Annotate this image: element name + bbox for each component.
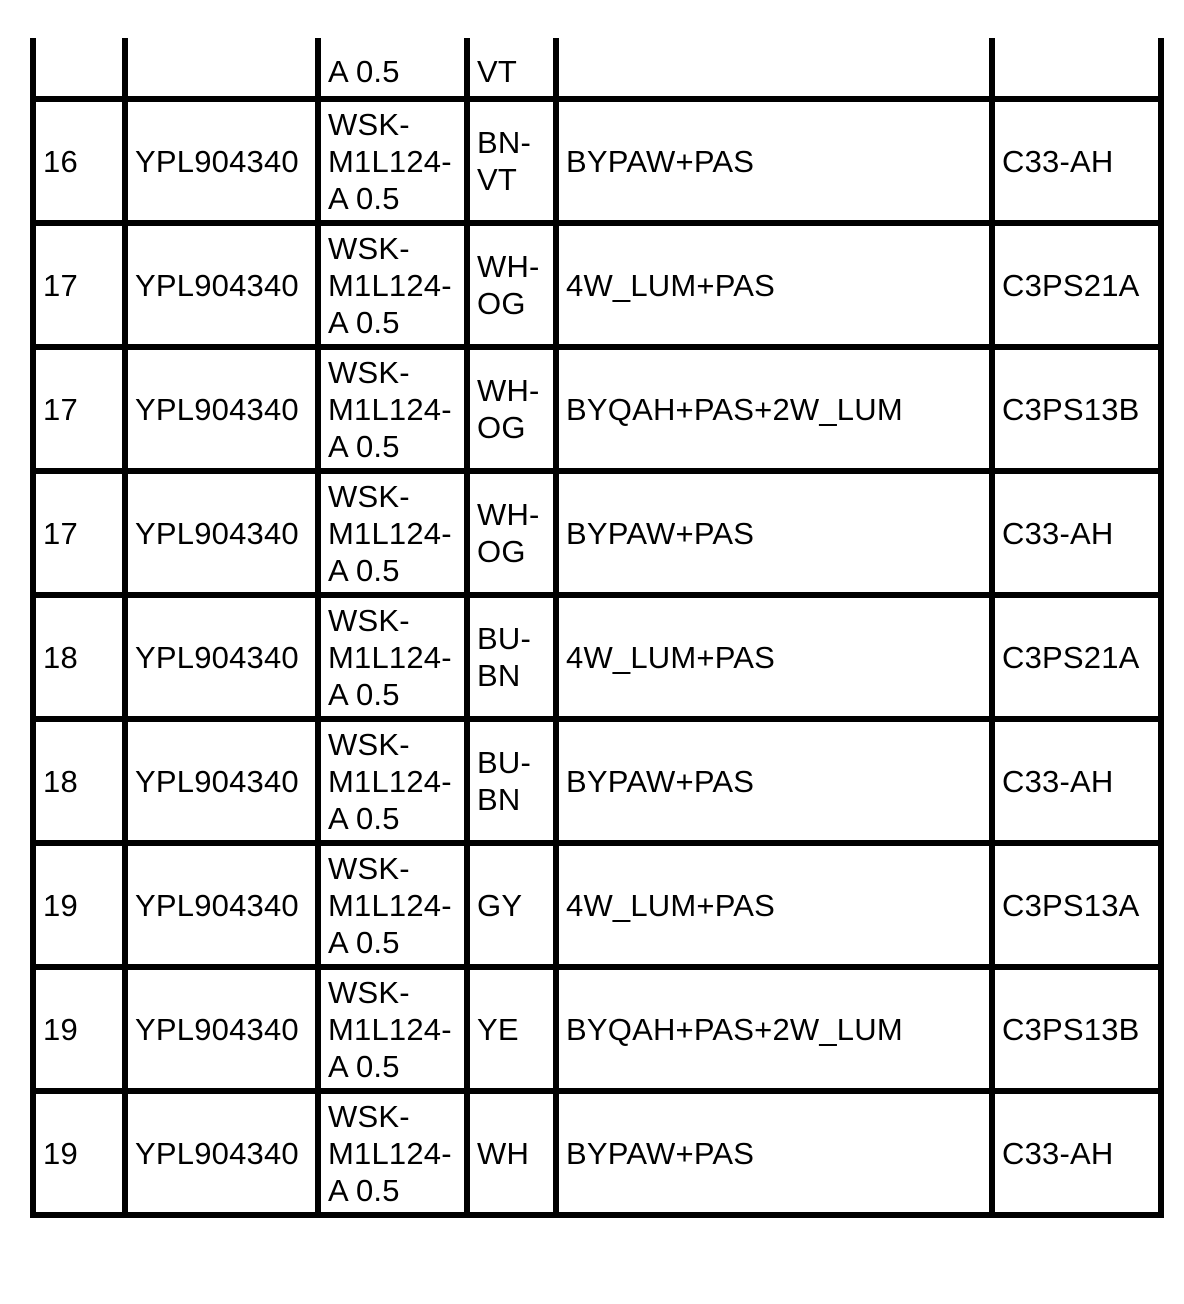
wire-color-cell xyxy=(467,1091,556,1215)
wire-size-cell xyxy=(318,38,467,99)
wire-size-cell-line: WSK- xyxy=(328,106,410,142)
wire-size-cell-line: A 0.5 xyxy=(328,800,400,836)
circuit-cell: BYQAH+PAS+2W_LUM xyxy=(556,347,992,471)
wire-size-cell xyxy=(318,719,467,843)
wire-size-cell xyxy=(318,843,467,967)
part-number-cell: YPL904340 xyxy=(125,223,318,347)
table-row xyxy=(33,719,1161,843)
table-row xyxy=(33,347,1161,471)
circuit-cell: BYPAW+PAS xyxy=(556,99,992,223)
wire-size-cell-line: A 0.5 xyxy=(328,304,400,340)
part-number-cell: YPL904340 xyxy=(125,719,318,843)
wire-size-cell-line: A 0.5 xyxy=(328,180,400,216)
wire-size-cell-line: M1L124- xyxy=(328,143,452,179)
option-cell: C3PS13B xyxy=(992,967,1161,1091)
pin-number-cell: 18 xyxy=(33,595,125,719)
pin-number-cell: 17 xyxy=(33,471,125,595)
wire-color-cell xyxy=(467,223,556,347)
wire-size-cell-line: WSK- xyxy=(328,1098,410,1134)
wire-color-cell xyxy=(467,719,556,843)
circuit-cell: BYQAH+PAS+2W_LUM xyxy=(556,967,992,1091)
wire-color-cell-line: WH xyxy=(477,1135,530,1171)
option-cell: C33-AH xyxy=(992,99,1161,223)
pin-number-cell: 16 xyxy=(33,99,125,223)
wire-size-cell-line: M1L124- xyxy=(328,391,452,427)
option-cell xyxy=(992,38,1161,99)
circuit-cell: 4W_LUM+PAS xyxy=(556,223,992,347)
table-row xyxy=(33,967,1161,1091)
wire-color-cell-line: WH- xyxy=(477,373,540,408)
wire-color-cell-line: WH- xyxy=(477,497,540,532)
pin-number-cell: 17 xyxy=(33,347,125,471)
circuit-cell: BYPAW+PAS xyxy=(556,471,992,595)
wire-color-cell-line: OG xyxy=(477,286,526,321)
wire-color-cell-line: WH- xyxy=(477,249,540,284)
wire-size-cell-line: M1L124- xyxy=(328,763,452,799)
part-number-cell xyxy=(125,38,318,99)
wire-size-cell-line: WSK- xyxy=(328,230,410,266)
table-row xyxy=(33,1091,1161,1215)
table-body xyxy=(33,38,1161,1215)
option-cell: C3PS13A xyxy=(992,843,1161,967)
table-row xyxy=(33,595,1161,719)
wire-color-cell-line: BN xyxy=(477,658,521,693)
wire-size-cell-line: A 0.5 xyxy=(328,1172,400,1208)
part-number-cell: YPL904340 xyxy=(125,347,318,471)
wire-size-cell xyxy=(318,471,467,595)
wire-size-cell xyxy=(318,967,467,1091)
option-cell: C33-AH xyxy=(992,719,1161,843)
part-number-cell: YPL904340 xyxy=(125,967,318,1091)
wire-size-cell-line: WSK- xyxy=(328,974,410,1010)
wire-color-cell-line: OG xyxy=(477,534,526,569)
option-cell: C3PS21A xyxy=(992,223,1161,347)
table-row xyxy=(33,843,1161,967)
pin-number-cell: 19 xyxy=(33,967,125,1091)
wire-color-cell xyxy=(467,471,556,595)
wire-size-cell xyxy=(318,223,467,347)
wire-color-cell xyxy=(467,38,556,99)
wire-color-cell-line: BU- xyxy=(477,621,531,656)
wire-size-cell-line: M1L124- xyxy=(328,515,452,551)
wire-color-cell-line: GY xyxy=(477,887,523,923)
circuit-cell: BYPAW+PAS xyxy=(556,719,992,843)
option-cell: C3PS13B xyxy=(992,347,1161,471)
wire-size-cell-line: WSK- xyxy=(328,478,410,514)
wire-size-cell-line: WSK- xyxy=(328,726,410,762)
circuit-cell: 4W_LUM+PAS xyxy=(556,595,992,719)
wire-color-cell-line: BN- xyxy=(477,125,531,160)
wire-size-cell-line: M1L124- xyxy=(328,267,452,303)
wire-color-cell-line: VT xyxy=(477,162,518,197)
part-number-cell: YPL904340 xyxy=(125,843,318,967)
connector-pinout-table xyxy=(30,38,1164,1218)
wire-size-cell xyxy=(318,99,467,223)
wire-size-cell-line: M1L124- xyxy=(328,887,452,923)
table-row xyxy=(33,223,1161,347)
wire-size-cell-line: A 0.5 xyxy=(328,676,400,712)
circuit-cell: 4W_LUM+PAS xyxy=(556,843,992,967)
wire-color-cell-line: BU- xyxy=(477,745,531,780)
table-row xyxy=(33,99,1161,223)
wire-color-cell-line: OG xyxy=(477,410,526,445)
wire-color-cell xyxy=(467,967,556,1091)
part-number-cell: YPL904340 xyxy=(125,595,318,719)
wire-size-cell-line: M1L124- xyxy=(328,1135,452,1171)
wire-color-cell-line: YE xyxy=(477,1011,519,1047)
pin-number-cell: 17 xyxy=(33,223,125,347)
wire-size-cell xyxy=(318,1091,467,1215)
wire-size-cell-line: WSK- xyxy=(328,354,410,390)
pin-number-cell: 19 xyxy=(33,1091,125,1215)
wire-size-cell-line: A 0.5 xyxy=(328,924,400,960)
option-cell: C33-AH xyxy=(992,1091,1161,1215)
wire-size-cell-line: A 0.5 xyxy=(328,1048,400,1084)
circuit-cell: BYPAW+PAS xyxy=(556,1091,992,1215)
wire-size-cell-line: M1L124- xyxy=(328,639,452,675)
wire-color-cell-line: VT xyxy=(477,54,518,89)
wire-color-cell xyxy=(467,347,556,471)
wire-color-cell-line: BN xyxy=(477,782,521,817)
wire-size-cell xyxy=(318,595,467,719)
pin-number-cell xyxy=(33,38,125,99)
option-cell: C3PS21A xyxy=(992,595,1161,719)
part-number-cell: YPL904340 xyxy=(125,99,318,223)
circuit-cell xyxy=(556,38,992,99)
table-row xyxy=(33,471,1161,595)
wire-size-cell-line: A 0.5 xyxy=(328,428,400,464)
wire-size-cell-line: WSK- xyxy=(328,850,410,886)
option-cell: C33-AH xyxy=(992,471,1161,595)
part-number-cell: YPL904340 xyxy=(125,1091,318,1215)
pin-number-cell: 19 xyxy=(33,843,125,967)
wire-color-cell xyxy=(467,843,556,967)
part-number-cell: YPL904340 xyxy=(125,471,318,595)
wire-color-cell xyxy=(467,99,556,223)
table-row xyxy=(33,38,1161,99)
wire-color-cell xyxy=(467,595,556,719)
wire-size-cell-line: M1L124- xyxy=(328,1011,452,1047)
pin-number-cell: 18 xyxy=(33,719,125,843)
wire-size-cell xyxy=(318,347,467,471)
wire-size-cell-line: WSK- xyxy=(328,602,410,638)
wire-size-cell-line: A 0.5 xyxy=(328,552,400,588)
wire-size-cell-line: A 0.5 xyxy=(328,54,400,89)
